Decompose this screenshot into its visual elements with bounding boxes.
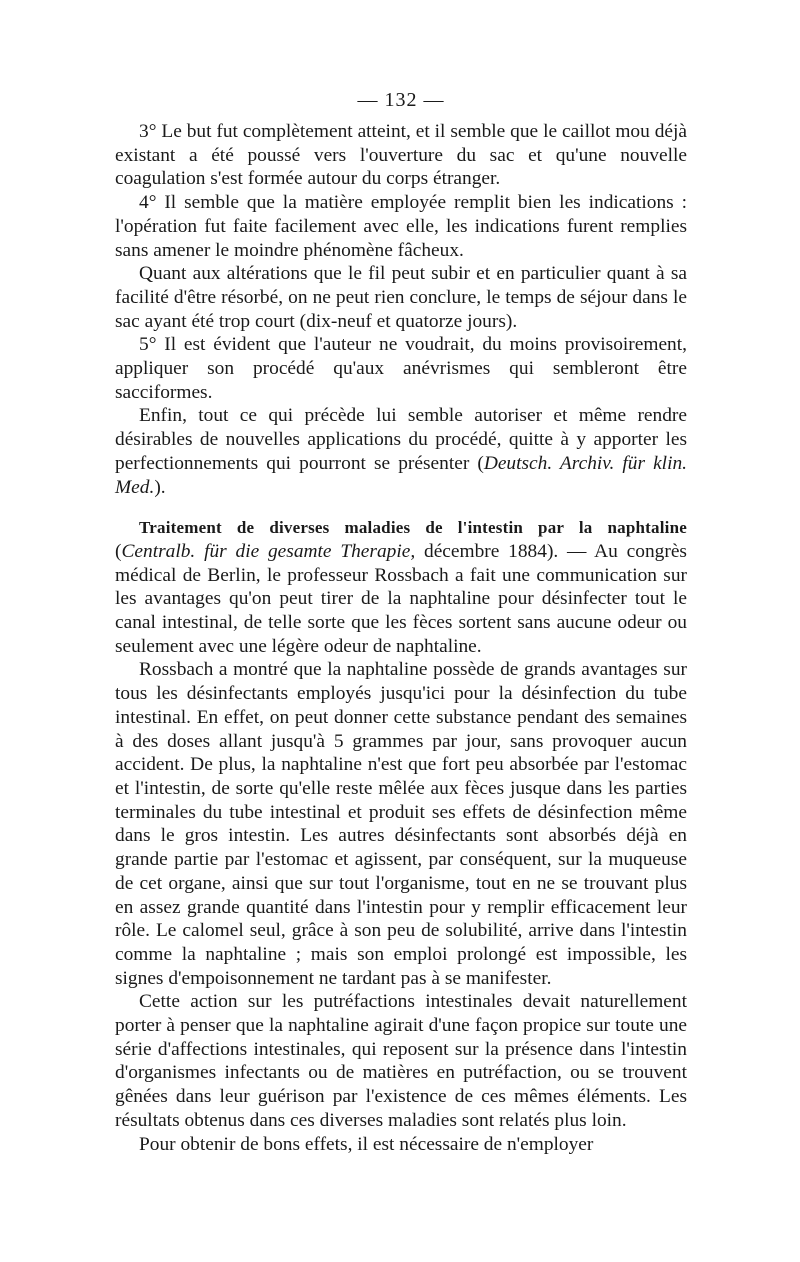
article-naphtaline: [115, 516, 687, 1156]
paragraph-conclusion-3: 3° Le but fut complètement atteint, et il semble que le caillot mou déjà existant a été poussé vers l'ouverture du sac et qu'une nouvelle coagulation s'est formée autour du corps étranger.: [115, 121, 687, 190]
final-closing: ).: [154, 476, 166, 498]
article-source-open: (: [115, 540, 122, 562]
page-number: — 132 —: [357, 89, 445, 111]
article-paragraph-rossbach: Rossbach a montré que la naphtaline possède de grands avantages sur tous les désinfectants employés jusqu'ici pour la désinfection du tube intestinal. En effet, on peut donner cette substance pendant des semaines à des doses allant jusqu'à 5 grammes par jour, sans provoquer aucun accident. De plus, la naphtaline n'est que fort peu absorbée par l'estomac et l'intestin, de sorte qu'elle reste mêlée aux fèces jusque dans les parties terminales du tube intestinal et produit ses effets de désinfection même dans le gros intestin. Les autres désinfectants sont absorbés déjà en grande partie par l'estomac et agissent, par conséquent, sur la muqueuse de cet organe, ainsi que sur tout l'organisme, tout en ne se trouvant plus en assez grande quantité dans l'intestin pour y remplir efficacement leur rôle. Le calomel seul, grâce à son peu de solubilité, arrive dans l'intestin comme la naphtaline ; mais son emploi prolongé est impossible, les signes d'empoisonnement ne tardant pas à se manifester.: [115, 659, 687, 989]
article-paragraph-effects: Pour obtenir de bons effets, il est nécessaire de n'employer: [139, 1133, 594, 1155]
paragraph-alterations: Quant aux altérations que le fil peut subir et en particulier quant à sa facilité d'être résorbé, on ne peut rien conclure, le temps de séjour dans le sac ayant été trop court (dix-neuf et quatorze jours).: [115, 263, 687, 332]
article-intro-text: décembre 1884). — Au congrès médical de Berlin, le professeur Rossbach a fait une communication sur les avantages qu'on peut tirer de la naphtaline pour désinfecter tout le canal intestinal, de telle sorte que les fèces sortent sans aucune odeur ou seulement avec une légère odeur de naphtaline.: [115, 540, 687, 657]
final-text: Enfin, tout ce qui précède lui semble autoriser et même rendre désirables de nouvelles applications du procédé, quitte à y apporter les perfectionnements qui pourront se présenter (: [115, 405, 687, 474]
source-citation: Deutsch. Archiv. für klin. Med.: [115, 452, 687, 498]
article-source: Centralb. für die gesamte Therapie,: [121, 540, 416, 562]
article-title: Traitement de diverses maladies de l'intestin par la naphtaline: [139, 518, 687, 538]
paragraph-conclusion-5: 5° Il est évident que l'auteur ne voudrait, du moins provisoirement, appliquer son procédé qu'aux anévrismes qui sembleront être sacciformes.: [115, 334, 687, 403]
book-page: [115, 88, 687, 1156]
article-intro: [115, 516, 687, 658]
paragraph-final: [115, 404, 687, 499]
paragraph-conclusion-4: 4° Il semble que la matière employée remplit bien les indications : l'opération fut faite facilement avec elle, les indications furent remplies sans amener le moindre phénomène fâcheux.: [115, 192, 687, 261]
article-paragraph-action: Cette action sur les putréfactions intestinales devait naturellement porter à penser que la naphtaline agirait d'une façon propice sur toute une série d'affections intestinales, qui reposent sur la présence dans l'intestin d'organismes infectants ou de matières en putréfaction, ou se trouvent gênées dans leur guérison par l'existence de ces mêmes éléments. Les résultats obtenus dans ces diverses maladies sont relatés plus loin.: [115, 991, 687, 1131]
